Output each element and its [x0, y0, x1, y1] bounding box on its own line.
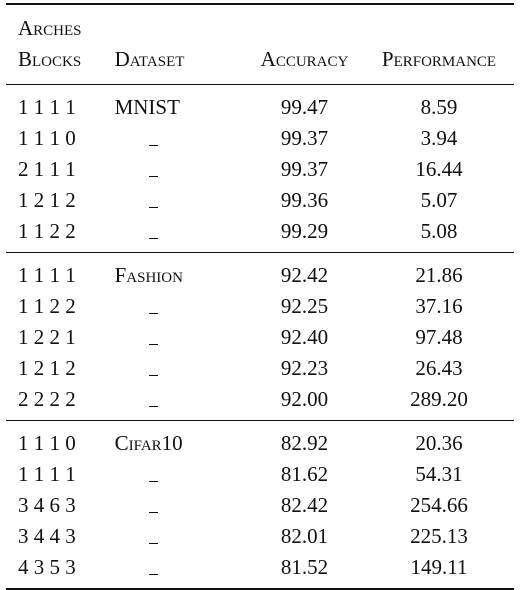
table-row: [6, 253, 514, 292]
table-row: [6, 421, 514, 460]
cell-blocks: 1 2 1 2: [18, 356, 76, 380]
cell-accuracy: 92.40: [280, 325, 329, 349]
cell-accuracy: 99.29: [245, 216, 364, 253]
cell-performance: 289.20: [364, 384, 514, 421]
header-empty-2: [245, 4, 364, 44]
cell-performance: 8.59: [420, 95, 458, 119]
cell-blocks: 1 2 2 1: [18, 325, 76, 349]
cell-blocks: 1 1 1 0: [18, 126, 76, 150]
cell-accuracy: 81.52: [245, 552, 364, 589]
table-row: [6, 384, 514, 421]
cell-blocks: 1 2 1 2: [18, 188, 76, 212]
ditto-dash-icon: [149, 543, 158, 544]
cell-performance: 97.48: [415, 325, 463, 349]
cell-blocks: 2 1 1 1: [18, 157, 76, 181]
cell-dataset-ditto: [115, 291, 245, 322]
cell-accuracy: 92.25: [280, 294, 329, 318]
cell-blocks: 1 1 1 0: [18, 431, 76, 455]
cell-accuracy: 99.47: [280, 95, 329, 119]
cell-performance: 5.07: [420, 188, 458, 212]
dataset-name: Fashion: [114, 263, 183, 287]
header-row-top: [6, 4, 514, 44]
cell-dataset-ditto: [115, 322, 245, 353]
table-header: [6, 4, 514, 85]
cell-performance: 149.11: [364, 552, 514, 589]
cell-blocks: 1 1 1 1: [18, 462, 76, 486]
ditto-dash-icon: [149, 313, 158, 314]
header-row-main: [6, 44, 514, 85]
table-row: [6, 154, 514, 185]
cell-accuracy: 92.42: [280, 263, 329, 287]
cell-dataset-ditto: [115, 552, 245, 589]
table-row: [6, 322, 514, 353]
cell-accuracy: 92.00: [245, 384, 364, 421]
cell-blocks: 1 1 1 1: [18, 95, 76, 119]
cell-performance: 254.66: [410, 493, 468, 517]
cell-dataset-ditto: [115, 521, 245, 552]
cell-dataset: [115, 253, 245, 292]
cell-performance: 3.94: [420, 126, 458, 150]
table-row: [6, 85, 514, 124]
cell-performance: 26.43: [415, 356, 463, 380]
table-row: [6, 459, 514, 490]
cell-dataset-ditto: [115, 123, 245, 154]
cell-performance: 37.16: [415, 294, 463, 318]
cell-accuracy: 92.23: [280, 356, 329, 380]
cell-dataset: [115, 421, 245, 460]
cell-blocks: 1 1 1 1: [18, 263, 76, 287]
cell-performance: 225.13: [410, 524, 468, 548]
ditto-dash-icon: [149, 481, 158, 482]
cell-accuracy: 82.01: [280, 524, 329, 548]
table-row: [6, 552, 514, 589]
results-table: [6, 3, 514, 590]
table-row: [6, 216, 514, 253]
header-accuracy: Accuracy: [245, 44, 364, 85]
cell-blocks: 1 1 2 2: [18, 294, 76, 318]
cell-performance: 20.36: [415, 431, 463, 455]
table-body: [6, 85, 514, 590]
ditto-dash-icon: [149, 207, 158, 208]
cell-dataset-ditto: [115, 384, 245, 421]
ditto-dash-icon: [149, 406, 158, 407]
cell-performance: 5.08: [364, 216, 514, 253]
cell-dataset-ditto: [115, 216, 245, 253]
cell-dataset-ditto: [115, 353, 245, 384]
cell-blocks: 2 2 2 2: [6, 384, 115, 421]
cell-performance: 16.44: [415, 157, 463, 181]
cell-accuracy: 99.37: [280, 157, 329, 181]
dataset-name: Cifar10: [114, 431, 183, 455]
table-row: [6, 521, 514, 552]
table-row: [6, 490, 514, 521]
cell-accuracy: 82.42: [280, 493, 329, 517]
header-performance: Performance: [364, 44, 514, 85]
cell-blocks: 4 3 5 3: [6, 552, 115, 589]
header-dataset: Dataset: [115, 44, 245, 85]
ditto-dash-icon: [149, 344, 158, 345]
header-arches: Arches: [6, 4, 115, 44]
cell-accuracy: 99.37: [280, 126, 329, 150]
ditto-dash-icon: [149, 238, 158, 239]
cell-dataset-ditto: [115, 154, 245, 185]
cell-dataset: [115, 85, 245, 124]
cell-dataset-ditto: [115, 490, 245, 521]
cell-blocks: 3 4 6 3: [18, 493, 76, 517]
table-row: [6, 291, 514, 322]
cell-performance: 54.31: [415, 462, 463, 486]
header-empty-1: [115, 4, 245, 44]
table-row: [6, 123, 514, 154]
cell-dataset-ditto: [115, 185, 245, 216]
header-empty-3: [364, 4, 514, 44]
table-row: [6, 185, 514, 216]
ditto-dash-icon: [149, 574, 158, 575]
cell-blocks: 3 4 4 3: [18, 524, 76, 548]
cell-accuracy: 81.62: [280, 462, 329, 486]
cell-accuracy: 82.92: [280, 431, 329, 455]
header-blocks: Blocks: [6, 44, 115, 85]
dataset-name: MNIST: [114, 95, 180, 119]
cell-accuracy: 99.36: [280, 188, 329, 212]
results-table-container: [6, 3, 514, 590]
cell-performance: 21.86: [415, 263, 463, 287]
ditto-dash-icon: [149, 512, 158, 513]
ditto-dash-icon: [149, 145, 158, 146]
ditto-dash-icon: [149, 375, 158, 376]
ditto-dash-icon: [149, 176, 158, 177]
cell-dataset-ditto: [115, 459, 245, 490]
cell-blocks: 1 1 2 2: [6, 216, 115, 253]
table-row: [6, 353, 514, 384]
